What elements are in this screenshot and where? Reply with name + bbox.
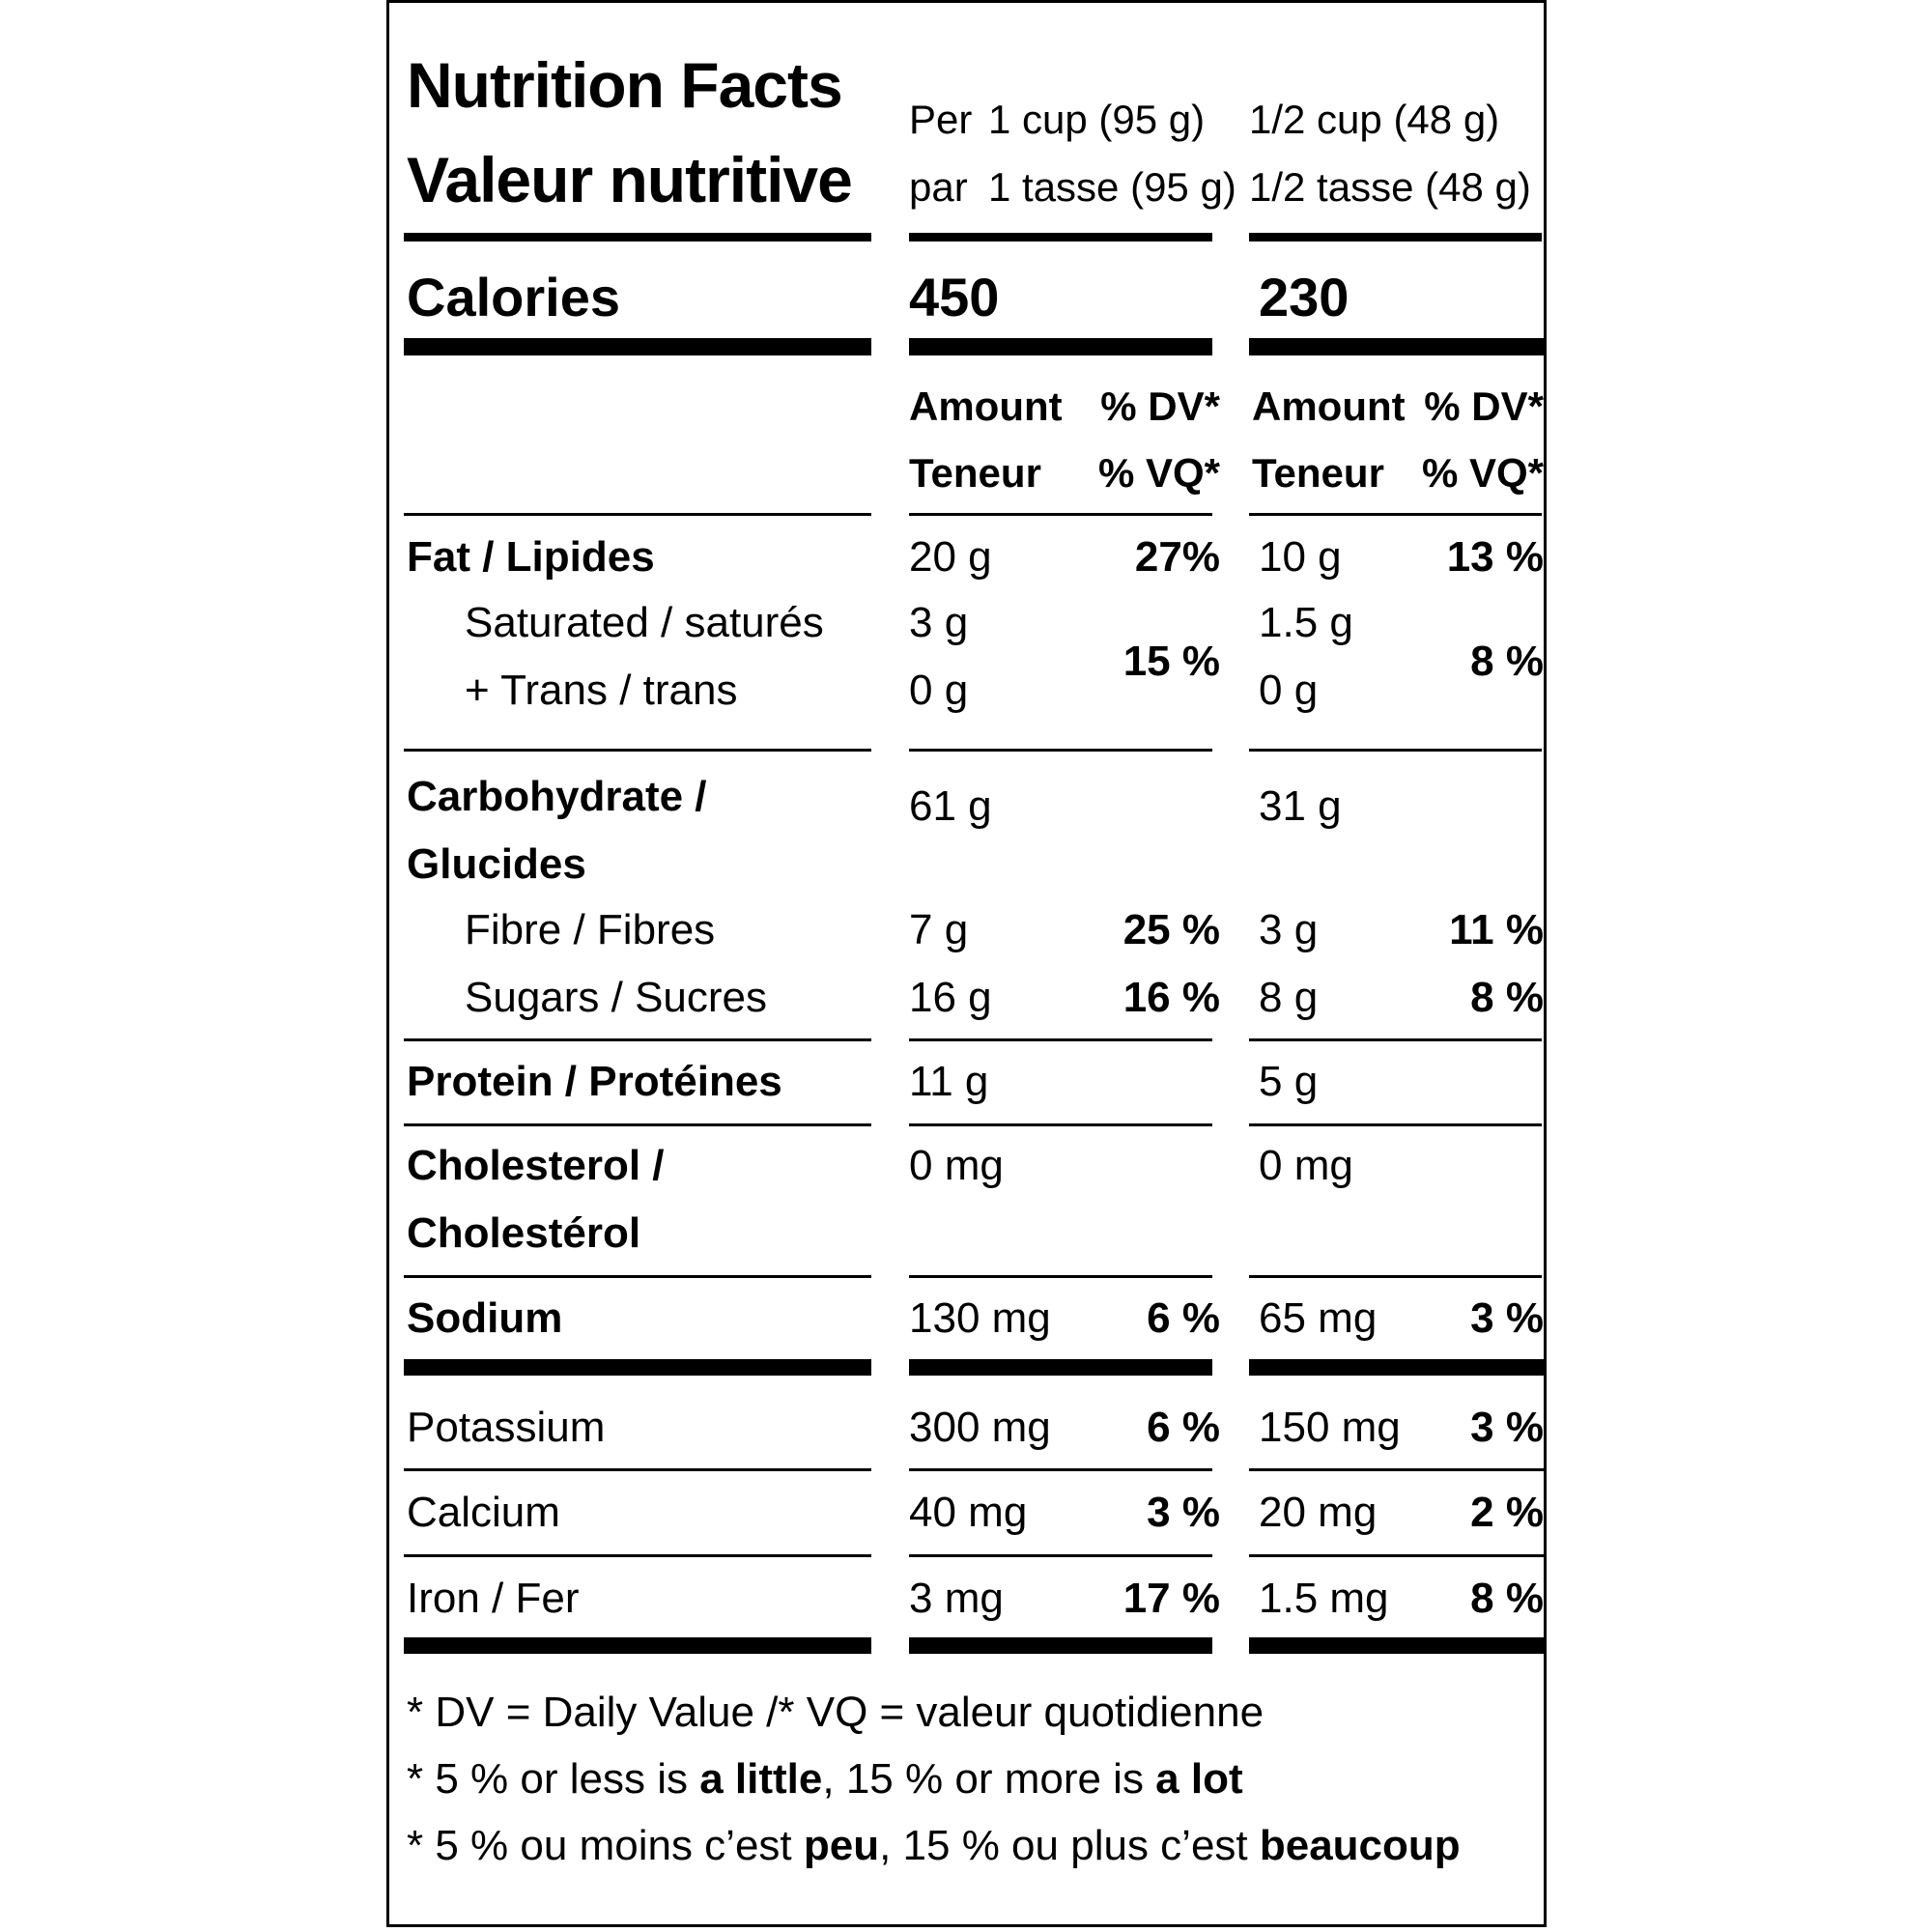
calcium-amount-1: 40 mg [909,1489,1028,1536]
divider [909,233,1212,242]
fat-amount-2: 10 g [1259,533,1342,581]
amount-header-en: Amount [909,384,1063,429]
divider [909,1123,1212,1126]
divider [1249,1468,1544,1471]
title-english: Nutrition Facts [407,49,842,121]
serving-1-size-fr: 1 tasse (95 g) [988,164,1236,210]
dv-header-fr: % VQ* [1097,450,1220,496]
iron-dv-2: 8 % [1470,1575,1544,1622]
footnote-emphasis: a little [699,1755,823,1803]
divider [404,1554,871,1557]
sugars-amount-2: 8 g [1259,974,1319,1021]
divider-thick [909,1359,1212,1376]
dv-header-en-2: % DV* [1424,384,1544,429]
protein-amount-1: 11 g [909,1058,989,1105]
fibre-amount-2: 3 g [1259,906,1319,953]
trans-amount-1: 0 g [909,667,969,714]
divider [909,1038,1212,1041]
sodium-dv-1: 6 % [1147,1294,1220,1342]
calories-serving-2: 230 [1259,267,1350,327]
title-french: Valeur nutritive [407,144,852,215]
fibre-dv-2: 11 % [1449,906,1544,953]
divider [404,1123,871,1126]
saturated-amount-1: 3 g [909,599,969,646]
sodium-amount-2: 65 mg [1259,1294,1378,1342]
dv-header-en: % DV* [1100,384,1220,429]
cholesterol-amount-2: 0 mg [1259,1142,1353,1189]
sugars-dv-1: 16 % [1122,974,1220,1021]
cholesterol-amount-1: 0 mg [909,1142,1004,1189]
divider [404,1275,871,1278]
calcium-label: Calcium [407,1489,560,1536]
serving-1-prefix-fr: par [909,164,968,210]
footnote-english-guide [407,1755,1243,1803]
carbohydrate-label-line1: Carbohydrate / [407,773,707,820]
sugars-label: Sugars / Sucres [465,974,768,1021]
divider [909,1275,1212,1278]
divider-thick [909,338,1212,355]
divider [1249,1554,1544,1557]
serving-1-prefix-en: Per [909,97,973,142]
sodium-amount-1: 130 mg [909,1294,1051,1342]
fibre-amount-1: 7 g [909,906,969,953]
footnote-emphasis: peu [803,1822,880,1869]
calories-serving-1: 450 [909,267,1000,327]
potassium-amount-1: 300 mg [909,1404,1051,1451]
fat-label: Fat / Lipides [407,533,655,581]
divider-thick [404,1359,871,1376]
nutrition-facts-label [386,0,1547,1927]
carbohydrate-amount-1: 61 g [909,782,992,830]
divider [404,1468,871,1471]
cholesterol-label-line1: Cholesterol / [407,1142,665,1189]
divider [404,233,871,242]
amount-header-fr: Teneur [909,450,1041,496]
calories-label: Calories [407,267,620,327]
divider [909,749,1212,752]
dv-header-fr-2: % VQ* [1421,450,1544,496]
iron-dv-1: 17 % [1122,1575,1220,1622]
sugars-amount-1: 16 g [909,974,992,1021]
saturated-label: Saturated / saturés [465,599,824,646]
divider [1249,1038,1542,1041]
asterisk-icon: * [407,1822,424,1869]
divider [909,1468,1212,1471]
divider [1249,1123,1542,1126]
footnote-text: 5 % or less is [435,1755,700,1803]
sat-trans-dv-1: 15 % [1122,638,1220,685]
divider-thick [404,1637,871,1654]
sat-trans-dv-2: 8 % [1470,638,1544,685]
divider [404,749,871,752]
divider [1249,513,1542,516]
asterisk-icon: * [407,1689,424,1736]
potassium-label: Potassium [407,1404,606,1451]
divider [1249,1275,1542,1278]
asterisk-icon: * [407,1755,424,1803]
footnote-french-guide [407,1822,1461,1869]
serving-2-size-fr: 1/2 tasse (48 g) [1249,164,1531,210]
fat-amount-1: 20 g [909,533,992,581]
amount-header-fr-2: Teneur [1252,450,1384,496]
calcium-amount-2: 20 mg [1259,1489,1378,1536]
fat-dv-2: 13 % [1446,533,1544,581]
divider [909,1554,1212,1557]
fibre-dv-1: 25 % [1122,906,1220,953]
divider-thick [404,338,871,355]
sugars-dv-2: 8 % [1470,974,1544,1021]
serving-2-size-en: 1/2 cup (48 g) [1249,97,1500,142]
footnote-dv-definition [407,1691,1264,1734]
amount-header-en-2: Amount [1252,384,1406,429]
divider [404,1038,871,1041]
footnote-text: DV = Daily Value /* VQ = valeur quotidienne [435,1689,1264,1736]
trans-label: + Trans / trans [465,667,738,714]
carbohydrate-amount-2: 31 g [1259,782,1342,830]
footnote-emphasis: a lot [1155,1755,1243,1803]
iron-label: Iron / Fer [407,1575,580,1622]
protein-amount-2: 5 g [1259,1058,1319,1105]
fibre-label: Fibre / Fibres [465,906,716,953]
divider-thick [1249,338,1544,355]
divider [1249,749,1542,752]
footnote-text: 5 % ou moins c’est [435,1822,804,1869]
iron-amount-2: 1.5 mg [1259,1575,1389,1622]
fat-dv-1: 27% [1134,533,1220,581]
carbohydrate-label-line2: Glucides [407,840,586,888]
potassium-dv-2: 3 % [1470,1404,1544,1451]
divider-thick [909,1637,1212,1654]
divider-thick [1249,1637,1546,1654]
calcium-dv-2: 2 % [1470,1489,1544,1536]
iron-amount-1: 3 mg [909,1575,1004,1622]
potassium-dv-1: 6 % [1147,1404,1220,1451]
divider [404,513,871,516]
divider [909,513,1212,516]
sodium-dv-2: 3 % [1470,1294,1544,1342]
serving-1-size-en: 1 cup (95 g) [988,97,1206,142]
saturated-amount-2: 1.5 g [1259,599,1353,646]
protein-label: Protein / Protéines [407,1058,782,1105]
cholesterol-label-line2: Cholestérol [407,1209,641,1257]
potassium-amount-2: 150 mg [1259,1404,1401,1451]
trans-amount-2: 0 g [1259,667,1319,714]
calcium-dv-1: 3 % [1147,1489,1220,1536]
divider [1249,233,1542,242]
footnote-text: , 15 % or more is [822,1755,1156,1803]
divider-thick [1249,1359,1546,1376]
footnote-text: , 15 % ou plus c’est [879,1822,1260,1869]
sodium-label: Sodium [407,1294,563,1342]
footnote-emphasis: beaucoup [1259,1822,1461,1869]
